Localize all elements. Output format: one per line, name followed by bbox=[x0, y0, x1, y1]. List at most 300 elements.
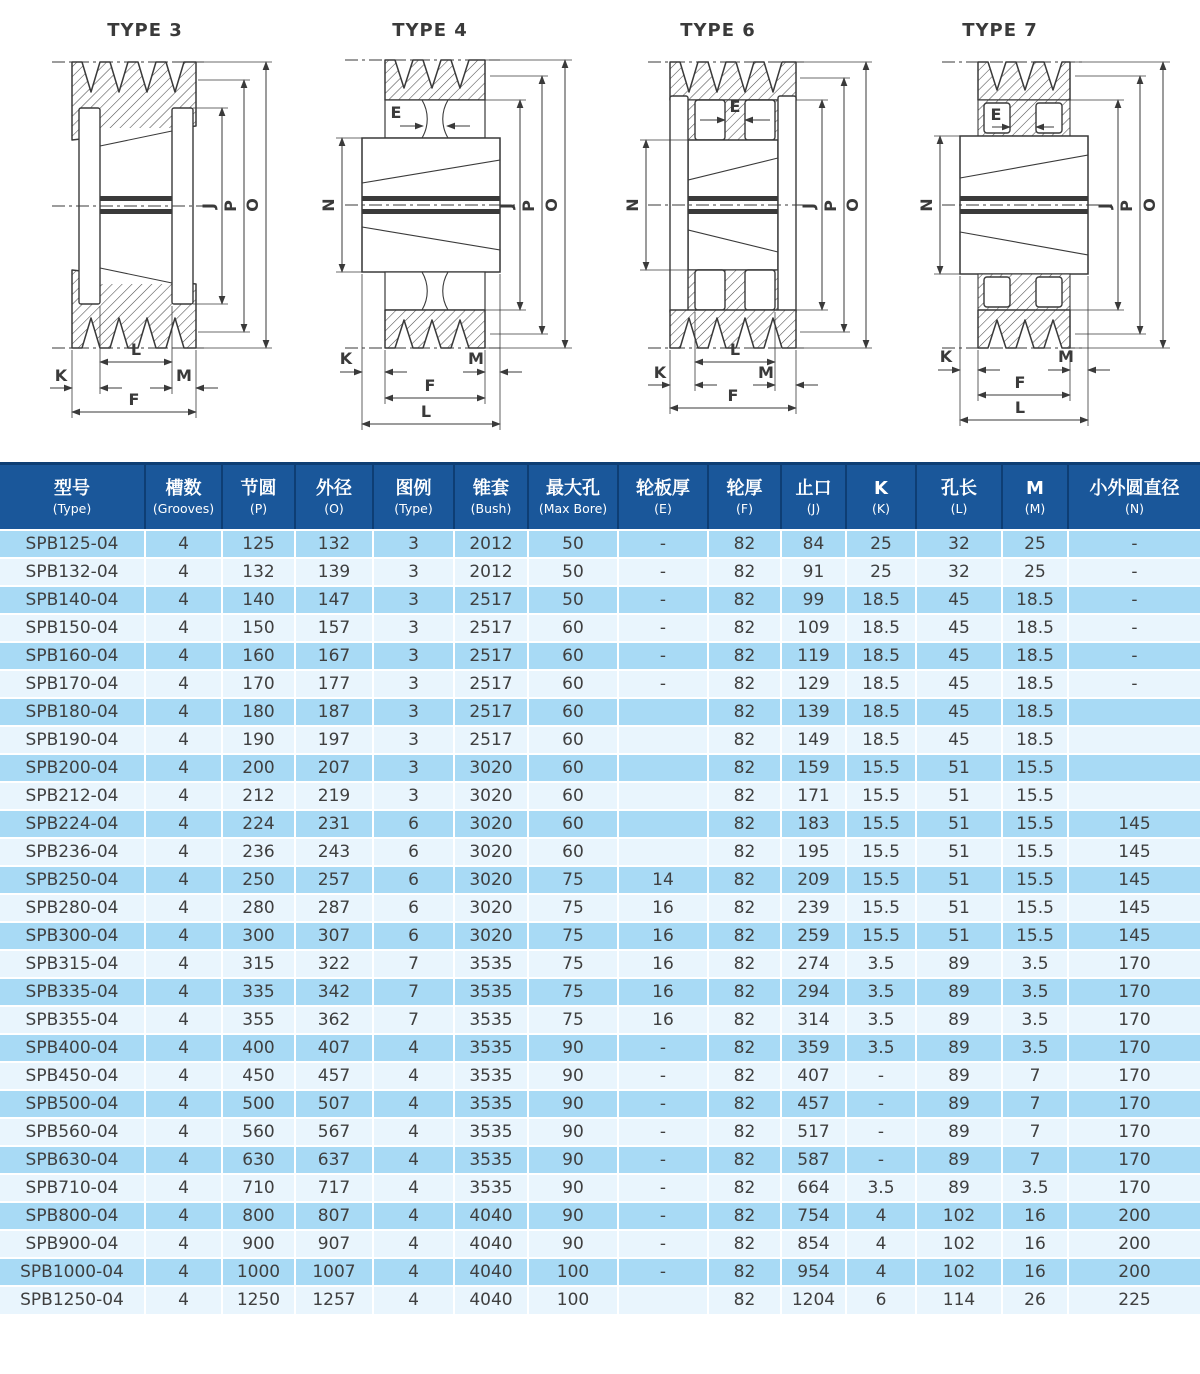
table-cell: 89 bbox=[916, 1006, 1002, 1034]
table-cell: - bbox=[1068, 642, 1200, 670]
table-cell: 4 bbox=[373, 1146, 454, 1174]
table-cell: 82 bbox=[708, 530, 781, 558]
table-cell: 50 bbox=[528, 558, 618, 586]
table-cell: 145 bbox=[1068, 810, 1200, 838]
table-cell: 170 bbox=[1068, 1062, 1200, 1090]
dim-label-f: F bbox=[727, 386, 739, 405]
table-cell: SPB132-04 bbox=[0, 558, 145, 586]
table-cell: 15.5 bbox=[1002, 838, 1068, 866]
table-cell: 16 bbox=[618, 1006, 708, 1034]
table-cell: 16 bbox=[618, 978, 708, 1006]
dim-label-p: P bbox=[221, 200, 240, 212]
dim-label-o: O bbox=[1140, 198, 1159, 212]
table-cell: 15.5 bbox=[1002, 922, 1068, 950]
table-cell: 102 bbox=[916, 1230, 1002, 1258]
col-header: 锥套 (Bush) bbox=[454, 464, 528, 530]
table-cell: 219 bbox=[295, 782, 373, 810]
table-cell: SPB630-04 bbox=[0, 1146, 145, 1174]
table-row bbox=[0, 1062, 1200, 1090]
table-cell: 45 bbox=[916, 698, 1002, 726]
table-cell: 1204 bbox=[781, 1286, 846, 1314]
table-cell: 170 bbox=[1068, 1090, 1200, 1118]
col-header: 外径 (O) bbox=[295, 464, 373, 530]
table-cell: - bbox=[618, 614, 708, 642]
spec-table bbox=[0, 462, 1200, 1314]
col-header: 节圆 (P) bbox=[222, 464, 295, 530]
table-cell: 500 bbox=[222, 1090, 295, 1118]
table-cell: 4 bbox=[145, 1286, 222, 1314]
table-cell: 25 bbox=[846, 558, 916, 586]
table-cell: - bbox=[1068, 586, 1200, 614]
table-cell: 322 bbox=[295, 950, 373, 978]
table-cell bbox=[618, 726, 708, 754]
table-cell: 51 bbox=[916, 866, 1002, 894]
table-cell: 3020 bbox=[454, 866, 528, 894]
table-cell: 89 bbox=[916, 1174, 1002, 1202]
table-cell: 4 bbox=[373, 1258, 454, 1286]
table-header-row bbox=[0, 464, 1200, 530]
table-cell: 4 bbox=[145, 1006, 222, 1034]
dim-label-o: O bbox=[542, 198, 561, 212]
table-cell: 7 bbox=[373, 978, 454, 1006]
table-cell bbox=[618, 754, 708, 782]
table-cell: 4040 bbox=[454, 1202, 528, 1230]
table-cell: - bbox=[618, 1146, 708, 1174]
table-cell: 4040 bbox=[454, 1230, 528, 1258]
table-cell: 140 bbox=[222, 586, 295, 614]
table-cell: 82 bbox=[708, 1090, 781, 1118]
table-cell: 1250 bbox=[222, 1286, 295, 1314]
table-cell: 3535 bbox=[454, 1118, 528, 1146]
table-cell: 60 bbox=[528, 782, 618, 810]
dim-label-n: N bbox=[319, 198, 338, 212]
table-cell: 4 bbox=[145, 1174, 222, 1202]
table-cell: 18.5 bbox=[846, 670, 916, 698]
table-cell: 4 bbox=[373, 1174, 454, 1202]
table-cell: 157 bbox=[295, 614, 373, 642]
table-cell: SPB150-04 bbox=[0, 614, 145, 642]
table-cell: 82 bbox=[708, 782, 781, 810]
table-cell: 82 bbox=[708, 1006, 781, 1034]
table-cell: 4 bbox=[373, 1202, 454, 1230]
table-cell: 18.5 bbox=[1002, 726, 1068, 754]
dim-label-p: P bbox=[1117, 200, 1136, 212]
table-cell: - bbox=[1068, 670, 1200, 698]
table-cell: 3.5 bbox=[846, 950, 916, 978]
table-cell: 3.5 bbox=[1002, 1034, 1068, 1062]
table-cell: SPB355-04 bbox=[0, 1006, 145, 1034]
table-cell: 82 bbox=[708, 810, 781, 838]
table-cell: 800 bbox=[222, 1202, 295, 1230]
table-cell: 51 bbox=[916, 922, 1002, 950]
table-cell: 82 bbox=[708, 642, 781, 670]
table-cell: 60 bbox=[528, 642, 618, 670]
table-row bbox=[0, 866, 1200, 894]
table-cell: 15.5 bbox=[846, 922, 916, 950]
table-cell: 170 bbox=[1068, 1006, 1200, 1034]
table-cell: 90 bbox=[528, 1230, 618, 1258]
table-cell: 45 bbox=[916, 642, 1002, 670]
table-cell: 2517 bbox=[454, 670, 528, 698]
table-cell: 145 bbox=[1068, 922, 1200, 950]
dim-label-f: F bbox=[1014, 373, 1026, 392]
dim-label-f: F bbox=[128, 390, 140, 409]
table-cell: 18.5 bbox=[1002, 614, 1068, 642]
dim-label-k: K bbox=[653, 363, 667, 382]
table-cell: 3535 bbox=[454, 1006, 528, 1034]
table-cell: 82 bbox=[708, 978, 781, 1006]
table-cell: - bbox=[618, 586, 708, 614]
table-cell: SPB236-04 bbox=[0, 838, 145, 866]
table-cell: 2012 bbox=[454, 558, 528, 586]
table-cell: 3 bbox=[373, 530, 454, 558]
table-cell: 4 bbox=[846, 1230, 916, 1258]
table-cell: 45 bbox=[916, 670, 1002, 698]
table-cell: 3 bbox=[373, 726, 454, 754]
table-cell: - bbox=[618, 1118, 708, 1146]
table-cell: 82 bbox=[708, 670, 781, 698]
table-cell: 4 bbox=[145, 866, 222, 894]
table-cell: 15.5 bbox=[1002, 782, 1068, 810]
table-cell: 362 bbox=[295, 1006, 373, 1034]
table-cell: 82 bbox=[708, 754, 781, 782]
table-cell: 3535 bbox=[454, 1146, 528, 1174]
table-cell: 82 bbox=[708, 614, 781, 642]
table-cell: 4 bbox=[846, 1202, 916, 1230]
table-cell: 18.5 bbox=[1002, 642, 1068, 670]
dim-label-n: N bbox=[623, 198, 642, 212]
dim-label-l: L bbox=[729, 340, 741, 359]
table-cell: 517 bbox=[781, 1118, 846, 1146]
table-cell: 102 bbox=[916, 1258, 1002, 1286]
type3-title: TYPE 3 bbox=[107, 20, 183, 41]
table-cell: 89 bbox=[916, 978, 1002, 1006]
table-cell: 4040 bbox=[454, 1286, 528, 1314]
table-cell: - bbox=[846, 1146, 916, 1174]
table-cell: 7 bbox=[1002, 1062, 1068, 1090]
table-cell: - bbox=[618, 1202, 708, 1230]
table-cell: SPB1250-04 bbox=[0, 1286, 145, 1314]
table-cell: 7 bbox=[1002, 1118, 1068, 1146]
table-cell: 102 bbox=[916, 1202, 1002, 1230]
table-row bbox=[0, 838, 1200, 866]
table-cell: SPB125-04 bbox=[0, 530, 145, 558]
table-cell: 187 bbox=[295, 698, 373, 726]
table-cell: 3 bbox=[373, 558, 454, 586]
table-cell: 82 bbox=[708, 950, 781, 978]
table-cell: 560 bbox=[222, 1118, 295, 1146]
table-cell: 90 bbox=[528, 1062, 618, 1090]
table-cell: 2517 bbox=[454, 642, 528, 670]
table-cell: 1257 bbox=[295, 1286, 373, 1314]
table-cell bbox=[1068, 698, 1200, 726]
technical-drawings bbox=[0, 0, 1200, 462]
table-cell: 159 bbox=[781, 754, 846, 782]
table-cell: 84 bbox=[781, 530, 846, 558]
table-cell: 907 bbox=[295, 1230, 373, 1258]
table-cell: - bbox=[846, 1062, 916, 1090]
table-row bbox=[0, 1286, 1200, 1314]
table-cell: 3.5 bbox=[1002, 978, 1068, 1006]
table-cell: 335 bbox=[222, 978, 295, 1006]
table-cell: 25 bbox=[1002, 558, 1068, 586]
table-cell: 3 bbox=[373, 670, 454, 698]
table-row bbox=[0, 614, 1200, 642]
table-cell: 664 bbox=[781, 1174, 846, 1202]
table-row bbox=[0, 1118, 1200, 1146]
table-cell: 15.5 bbox=[846, 782, 916, 810]
type7-title: TYPE 7 bbox=[962, 20, 1038, 41]
type4-title: TYPE 4 bbox=[392, 20, 468, 41]
table-cell: 4 bbox=[145, 1034, 222, 1062]
col-header: 型号 (Type) bbox=[0, 464, 145, 530]
table-cell: 4 bbox=[145, 1090, 222, 1118]
table-cell: 4 bbox=[145, 1258, 222, 1286]
table-cell: 307 bbox=[295, 922, 373, 950]
table-row bbox=[0, 894, 1200, 922]
table-cell: 100 bbox=[528, 1286, 618, 1314]
table-cell: 32 bbox=[916, 558, 1002, 586]
table-cell: 224 bbox=[222, 810, 295, 838]
table-cell: SPB170-04 bbox=[0, 670, 145, 698]
table-row bbox=[0, 558, 1200, 586]
table-cell: - bbox=[1068, 530, 1200, 558]
table-cell: 4 bbox=[145, 894, 222, 922]
dim-label-p: P bbox=[821, 200, 840, 212]
table-cell: 170 bbox=[1068, 1146, 1200, 1174]
table-cell: 18.5 bbox=[846, 614, 916, 642]
table-cell: 18.5 bbox=[846, 642, 916, 670]
table-cell: 82 bbox=[708, 922, 781, 950]
table-cell: 3535 bbox=[454, 1090, 528, 1118]
col-header: 止口 (J) bbox=[781, 464, 846, 530]
table-cell: 82 bbox=[708, 1034, 781, 1062]
table-cell: 200 bbox=[222, 754, 295, 782]
table-cell: 4 bbox=[145, 754, 222, 782]
table-row bbox=[0, 1258, 1200, 1286]
table-cell: 7 bbox=[373, 1006, 454, 1034]
table-cell: SPB190-04 bbox=[0, 726, 145, 754]
table-cell: 75 bbox=[528, 1006, 618, 1034]
table-cell: 26 bbox=[1002, 1286, 1068, 1314]
table-cell: 236 bbox=[222, 838, 295, 866]
table-cell: - bbox=[618, 530, 708, 558]
table-cell: 1000 bbox=[222, 1258, 295, 1286]
table-cell: - bbox=[1068, 558, 1200, 586]
table-row bbox=[0, 978, 1200, 1006]
table-cell: 3.5 bbox=[1002, 1174, 1068, 1202]
table-cell: 15.5 bbox=[846, 838, 916, 866]
table-cell: 3020 bbox=[454, 922, 528, 950]
table-cell: 3 bbox=[373, 586, 454, 614]
table-cell: 60 bbox=[528, 810, 618, 838]
table-cell: 180 bbox=[222, 698, 295, 726]
table-cell: 75 bbox=[528, 866, 618, 894]
table-cell: 274 bbox=[781, 950, 846, 978]
table-cell: - bbox=[846, 1090, 916, 1118]
table-cell: SPB450-04 bbox=[0, 1062, 145, 1090]
table-cell: 3020 bbox=[454, 894, 528, 922]
table-cell: 51 bbox=[916, 754, 1002, 782]
table-cell: 231 bbox=[295, 810, 373, 838]
dim-label-j: J bbox=[1095, 203, 1114, 209]
table-row bbox=[0, 1090, 1200, 1118]
table-cell: 15.5 bbox=[1002, 810, 1068, 838]
table-cell: SPB400-04 bbox=[0, 1034, 145, 1062]
table-cell: - bbox=[618, 642, 708, 670]
table-cell: 7 bbox=[1002, 1146, 1068, 1174]
table-cell: 315 bbox=[222, 950, 295, 978]
table-cell bbox=[618, 782, 708, 810]
table-cell: 15.5 bbox=[1002, 866, 1068, 894]
table-cell: 200 bbox=[1068, 1258, 1200, 1286]
table-cell: 91 bbox=[781, 558, 846, 586]
table-cell: 119 bbox=[781, 642, 846, 670]
table-cell: 637 bbox=[295, 1146, 373, 1174]
table-cell: 3 bbox=[373, 698, 454, 726]
table-cell: SPB710-04 bbox=[0, 1174, 145, 1202]
table-cell: SPB280-04 bbox=[0, 894, 145, 922]
table-cell: 4 bbox=[145, 670, 222, 698]
table-cell: 3 bbox=[373, 782, 454, 810]
table-cell: 207 bbox=[295, 754, 373, 782]
table-cell: 132 bbox=[295, 530, 373, 558]
table-cell: 3535 bbox=[454, 978, 528, 1006]
table-cell: - bbox=[618, 558, 708, 586]
pulley-cross-section bbox=[942, 62, 1112, 348]
table-cell: 89 bbox=[916, 1090, 1002, 1118]
table-cell: 4 bbox=[373, 1062, 454, 1090]
table-row bbox=[0, 922, 1200, 950]
table-cell: 18.5 bbox=[1002, 586, 1068, 614]
dim-label-e: E bbox=[729, 97, 741, 116]
table-cell: 3535 bbox=[454, 1062, 528, 1090]
table-cell: 15.5 bbox=[846, 866, 916, 894]
table-cell: 51 bbox=[916, 782, 1002, 810]
table-cell: 145 bbox=[1068, 894, 1200, 922]
table-cell bbox=[618, 810, 708, 838]
pulley-cross-section bbox=[52, 62, 216, 348]
table-cell: 314 bbox=[781, 1006, 846, 1034]
dim-label-l: L bbox=[130, 340, 142, 359]
table-cell: 60 bbox=[528, 754, 618, 782]
table-cell: 342 bbox=[295, 978, 373, 1006]
dim-label-k: K bbox=[54, 366, 68, 385]
table-cell: 225 bbox=[1068, 1286, 1200, 1314]
table-cell: 7 bbox=[373, 950, 454, 978]
table-cell: 18.5 bbox=[846, 586, 916, 614]
table-cell: 900 bbox=[222, 1230, 295, 1258]
table-cell: - bbox=[618, 1062, 708, 1090]
table-cell: 4 bbox=[145, 558, 222, 586]
table-cell: 16 bbox=[1002, 1258, 1068, 1286]
table-cell: 3.5 bbox=[846, 1006, 916, 1034]
table-cell: SPB140-04 bbox=[0, 586, 145, 614]
table-cell: 82 bbox=[708, 894, 781, 922]
table-cell: 75 bbox=[528, 978, 618, 1006]
table-cell: 60 bbox=[528, 838, 618, 866]
table-cell: 145 bbox=[1068, 866, 1200, 894]
table-cell: 149 bbox=[781, 726, 846, 754]
table-cell: 300 bbox=[222, 922, 295, 950]
dim-label-f: F bbox=[424, 376, 436, 395]
table-cell: - bbox=[618, 1230, 708, 1258]
pulley-cross-section bbox=[345, 60, 515, 348]
table-cell: SPB335-04 bbox=[0, 978, 145, 1006]
table-cell: 82 bbox=[708, 838, 781, 866]
table-cell bbox=[618, 698, 708, 726]
table-cell: 3020 bbox=[454, 754, 528, 782]
table-cell: 4 bbox=[145, 1146, 222, 1174]
table-cell bbox=[618, 1286, 708, 1314]
table-cell: 75 bbox=[528, 922, 618, 950]
table-cell: 145 bbox=[1068, 838, 1200, 866]
table-cell: 100 bbox=[528, 1258, 618, 1286]
table-cell: 60 bbox=[528, 726, 618, 754]
table-cell: 139 bbox=[295, 558, 373, 586]
table-cell: 51 bbox=[916, 838, 1002, 866]
table-cell: 60 bbox=[528, 698, 618, 726]
table-cell: 90 bbox=[528, 1118, 618, 1146]
dim-label-j: J bbox=[799, 203, 818, 209]
dim-label-p: P bbox=[519, 200, 538, 212]
table-cell: 147 bbox=[295, 586, 373, 614]
table-cell: 82 bbox=[708, 1258, 781, 1286]
table-cell: 3 bbox=[373, 754, 454, 782]
table-cell: 82 bbox=[708, 698, 781, 726]
table-cell bbox=[1068, 782, 1200, 810]
dim-label-m: M bbox=[758, 363, 774, 382]
table-cell: 50 bbox=[528, 530, 618, 558]
table-cell: 3020 bbox=[454, 782, 528, 810]
table-cell: 45 bbox=[916, 586, 1002, 614]
table-cell: 507 bbox=[295, 1090, 373, 1118]
table-cell: 457 bbox=[781, 1090, 846, 1118]
table-cell: 287 bbox=[295, 894, 373, 922]
table-cell: 954 bbox=[781, 1258, 846, 1286]
col-header: M (M) bbox=[1002, 464, 1068, 530]
table-cell: 7 bbox=[1002, 1090, 1068, 1118]
table-cell: - bbox=[618, 1034, 708, 1062]
table-cell: 167 bbox=[295, 642, 373, 670]
table-cell: 280 bbox=[222, 894, 295, 922]
table-row bbox=[0, 642, 1200, 670]
type6-title: TYPE 6 bbox=[680, 20, 756, 41]
dim-label-e: E bbox=[990, 105, 1002, 124]
table-cell: 82 bbox=[708, 586, 781, 614]
table-cell: SPB500-04 bbox=[0, 1090, 145, 1118]
table-cell: 407 bbox=[295, 1034, 373, 1062]
table-cell: 82 bbox=[708, 1202, 781, 1230]
table-cell: 630 bbox=[222, 1146, 295, 1174]
table-cell: 129 bbox=[781, 670, 846, 698]
table-cell: - bbox=[618, 670, 708, 698]
table-cell: 3.5 bbox=[846, 1034, 916, 1062]
table-cell: 60 bbox=[528, 614, 618, 642]
table-cell: 587 bbox=[781, 1146, 846, 1174]
dim-label-l: L bbox=[1014, 398, 1026, 417]
table-cell: 3020 bbox=[454, 810, 528, 838]
table-cell: 150 bbox=[222, 614, 295, 642]
table-row bbox=[0, 950, 1200, 978]
col-header: 图例 (Type) bbox=[373, 464, 454, 530]
table-cell: 15.5 bbox=[846, 754, 916, 782]
table-cell: 89 bbox=[916, 1062, 1002, 1090]
dim-label-j: J bbox=[199, 203, 218, 209]
table-cell: 3020 bbox=[454, 838, 528, 866]
table-cell: 3535 bbox=[454, 1034, 528, 1062]
table-cell: 25 bbox=[1002, 530, 1068, 558]
